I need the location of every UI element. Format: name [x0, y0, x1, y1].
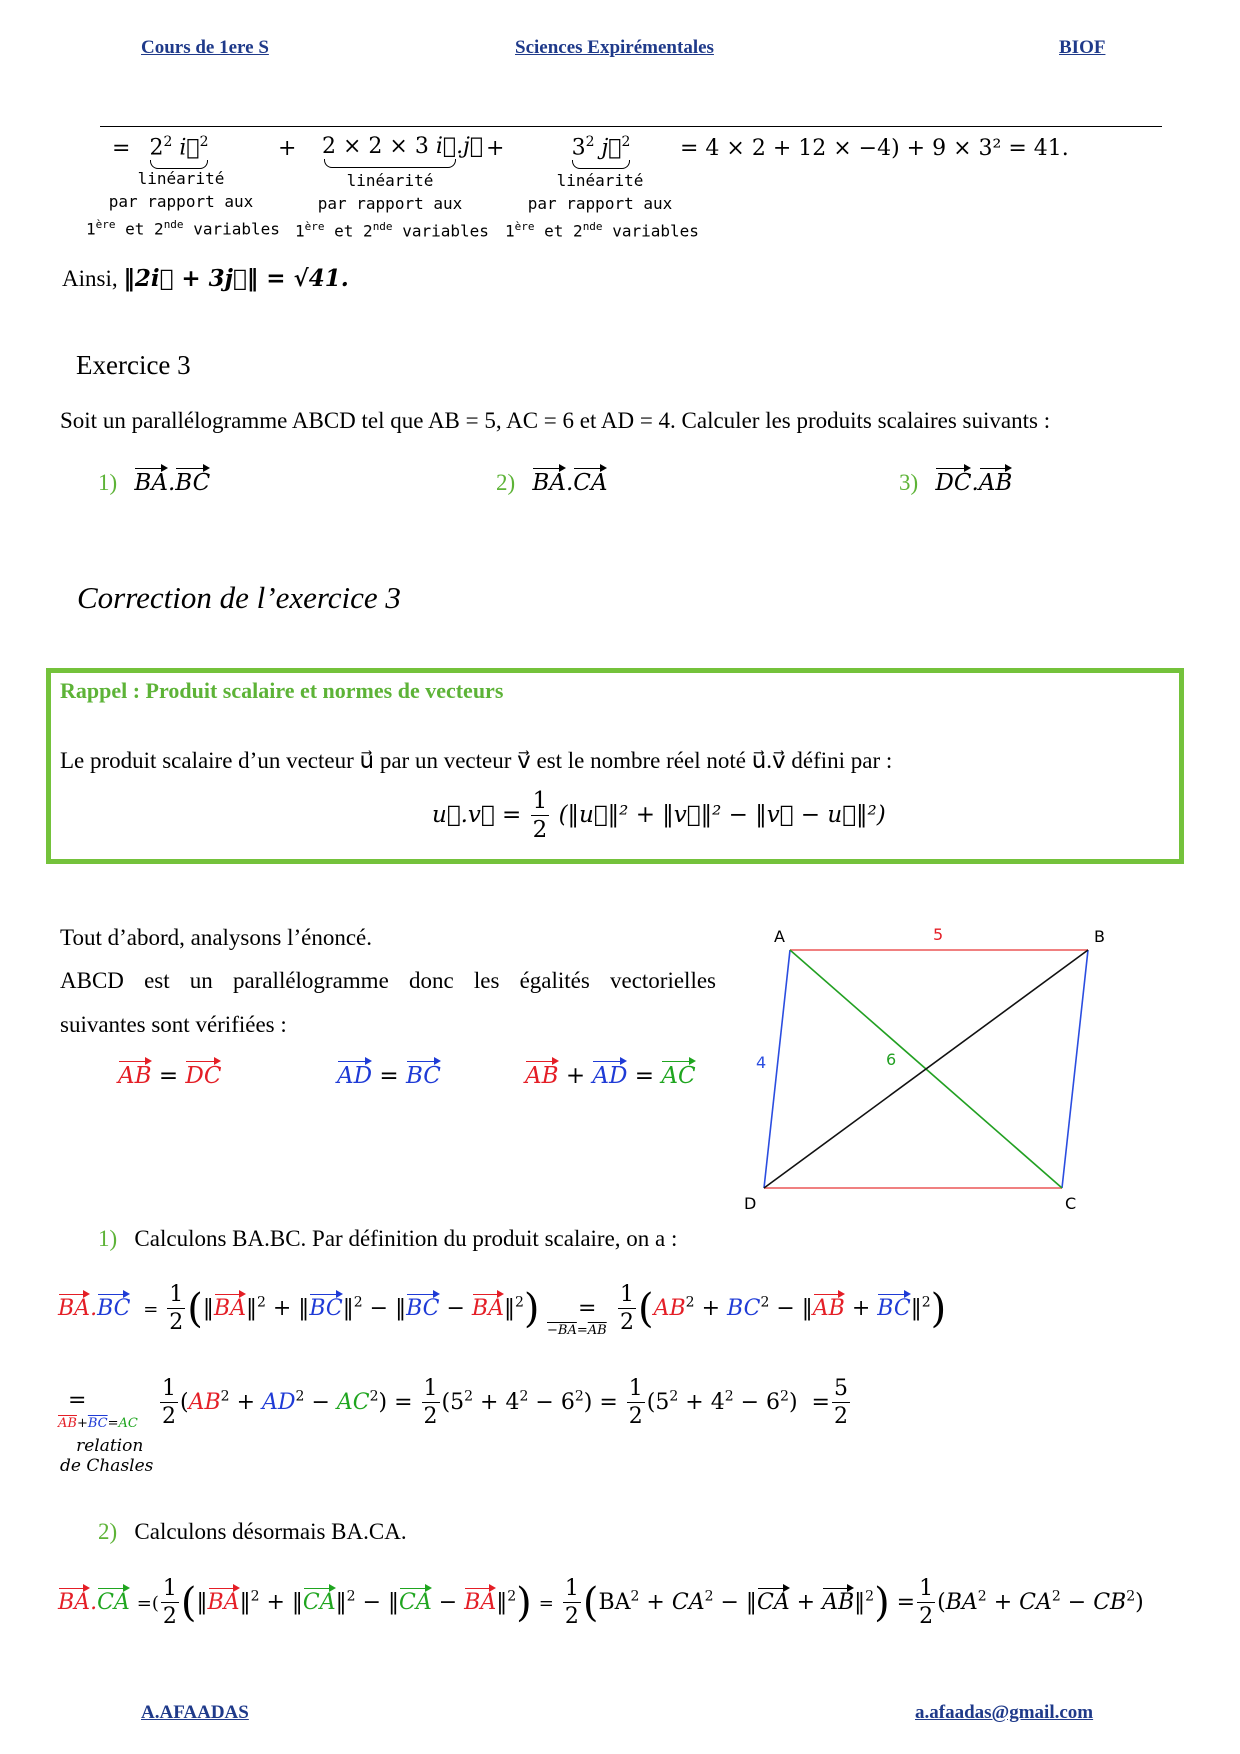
exercise-item-3: 3) DC.AB [899, 465, 1012, 496]
q1-equals-2: = [68, 1388, 87, 1413]
q2-line-1: BA.CA =( $\frac{1}{2}$ (‖BA‖$^2$ + ‖CA‖$^2$ − ‖CA − BA‖$^2$) = $\frac{1}{2}$ ($BA^2 + CA^2$ − ‖CA + AB‖$^2$) = $\frac{1}{2}$ $(BA^2 + CA^2 - CB^2)$ [58, 1576, 1144, 1629]
parallelogram-figure [740, 920, 1105, 1213]
exercise-item-2: 2) BA.CA [496, 465, 607, 496]
label-ac-length: 6 [886, 1050, 897, 1069]
calc-note1: linéarité par rapport aux 1ère et 2nde variables [86, 169, 280, 239]
side-bc [1062, 950, 1088, 1188]
q1-line-2: $\frac{1}{2}$ $(AB^2 + AD^2 - AC^2)$ = $\frac{1}{2}$ $(5^2 + 4^2 - 6^2)$ = $\frac{1}{2}$ $(5^2 + 4^2 - 6^2)$ = $\frac{5}{2}$ [162, 1376, 848, 1429]
q1-line-1a: BA.BC = $\frac{1}{2}$ (‖BA‖$^2$ + ‖BC‖$^2$ − ‖BC − BA‖$^2$) [58, 1282, 540, 1335]
footer-email[interactable]: a.afaadas@gmail.com [915, 1702, 1094, 1723]
q1-line-1b: $\frac{1}{2}$ ($AB^2 + BC^2$ − ‖AB + BC‖$^2$) [620, 1282, 947, 1335]
calc-term3: $3^2$ j⃗$^2$ [570, 134, 632, 169]
rappel-formula: u⃗.v⃗ = $\frac{1}{2}$ (‖u⃗‖² + ‖v⃗‖² − ‖v⃗ − u⃗‖²) [432, 788, 886, 843]
vertex-a-label: A [774, 927, 785, 946]
header-rule [100, 126, 1162, 127]
vertex-b-label: B [1094, 927, 1105, 946]
exercise-title: Exercice 3 [76, 350, 191, 380]
calc-term1: $2^2$ i⃗$^2$ [148, 134, 210, 169]
calc-plus2: + [486, 136, 505, 161]
header-track: BIOF [1059, 37, 1106, 58]
vertex-c-label: C [1065, 1194, 1077, 1213]
q1-note-1: $-BA=\overline{AB}$ [547, 1323, 607, 1338]
exercise-item-1: 1) BA.BC [98, 465, 210, 496]
equality-ad-bc: AD = BC [337, 1058, 441, 1089]
rappel-title: Rappel : Produit scalaire et normes de vecteurs [60, 678, 504, 703]
correction-title: Correction de l’exercice 3 [77, 580, 401, 615]
label-ad-length: 4 [756, 1053, 767, 1072]
equality-chasles: AB + AD = AC [525, 1058, 696, 1089]
side-ad [764, 950, 790, 1188]
underbrace [324, 159, 456, 168]
calc-plus1: + [278, 136, 297, 161]
q1-note-3: relation de Chasles [60, 1436, 154, 1476]
equality-ab-dc: AB = DC [118, 1058, 221, 1089]
calc-equals: = [112, 136, 131, 161]
rappel-text: Le produit scalaire d’un vecteur u⃗ par un vecteur v⃗ est le nombre réel noté u⃗.v⃗ défini par : [60, 748, 893, 773]
exercise-statement: Soit un parallélogramme ABCD tel que AB = 5, AC = 6 et AD = 4. Calculer les produits scalaires suivants : [60, 408, 1051, 433]
label-ab-length: 5 [933, 925, 944, 944]
q1-equals-1: = [578, 1296, 597, 1321]
intro-line-1: Tout d’abord, analysons l’énoncé. [60, 925, 372, 950]
q1-note-2: $\overline{AB}+\overline{BC}=AC$ [58, 1416, 138, 1431]
footer-author: A.AFAADAS [141, 1702, 249, 1723]
intro-line-2: ABCD est un parallélogramme donc les égalités vectorielles [60, 968, 716, 993]
calc-note3: linéarité par rapport aux 1ère et 2nde variables [505, 171, 699, 241]
ainsi-line: Ainsi, ‖2i⃗ + 3j⃗‖ = √41. [62, 265, 349, 292]
header-subject: Sciences Expirémentales [515, 37, 714, 58]
diagonal-bd [764, 950, 1088, 1188]
calc-result: = 4 × 2 + 12 × −4) + 9 × 3² = 41. [680, 136, 1069, 161]
vertex-d-label: D [744, 1194, 757, 1213]
calc-term2: 2 × 2 × 3 i⃗.j⃗ [322, 134, 458, 168]
underbrace [572, 160, 630, 169]
header-course: Cours de 1ere S [141, 37, 269, 58]
calc-note2: linéarité par rapport aux 1ère et 2nde variables [295, 171, 489, 241]
intro-line-3: suivantes sont vérifiées : [60, 1012, 287, 1037]
q2-intro: 2) Calculons désormais BA.CA. [98, 1519, 407, 1544]
q1-intro: 1) Calculons BA.BC. Par définition du produit scalaire, on a : [98, 1226, 678, 1251]
